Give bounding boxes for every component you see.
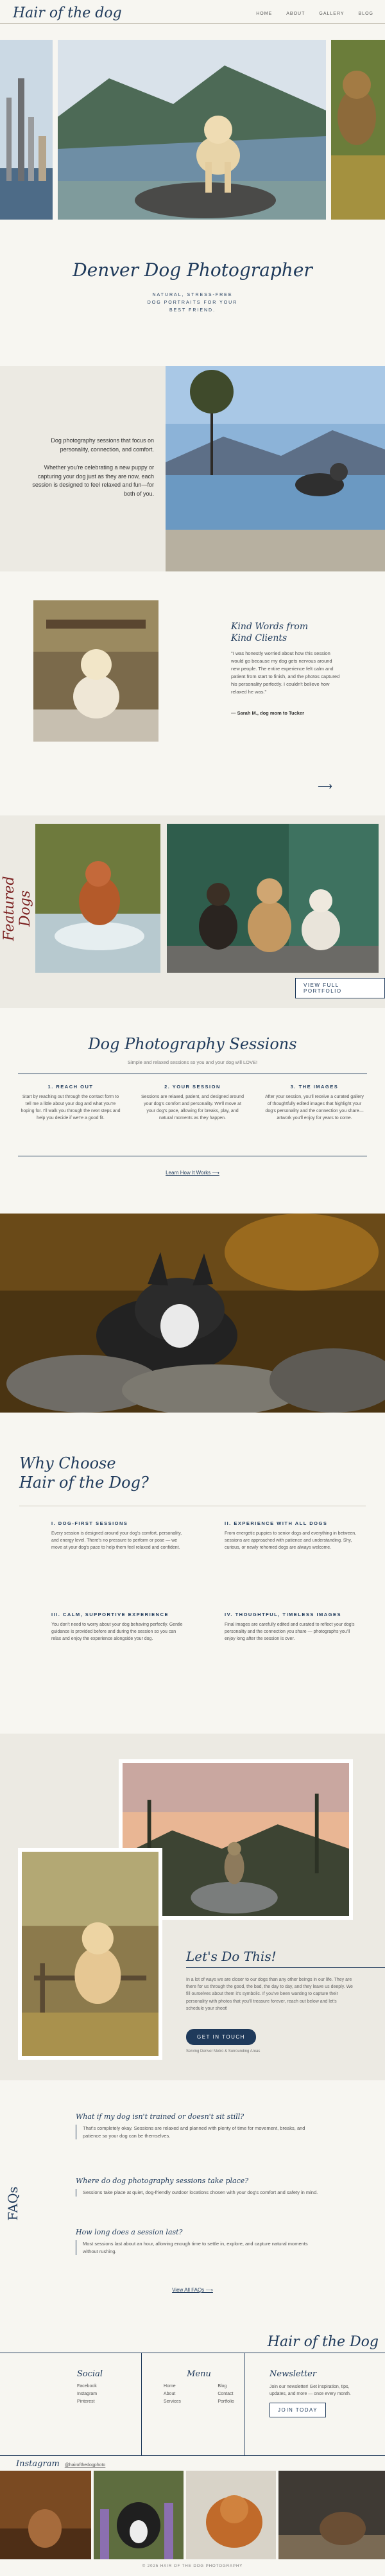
instagram-photo-3[interactable] — [186, 2471, 276, 2559]
hero-photo-main — [58, 40, 326, 220]
footer-menu-about[interactable]: About — [164, 2392, 176, 2396]
session-step-3 — [263, 1084, 366, 1122]
get-in-touch-button[interactable]: GET IN TOUCH — [186, 2029, 256, 2045]
footer-menu-contact[interactable]: Contact — [218, 2392, 234, 2396]
session-step-2-text: Sessions are relaxed, patient, and designed around your dog's comfort and personality. We'll move at your dog's pace, allowing for breaks, play, and natural moments as they happen. — [141, 1095, 244, 1120]
footer-menu — [164, 2369, 234, 2404]
logo[interactable]: Hair of the dog — [13, 5, 122, 21]
instagram-handle[interactable]: @hairofthedogphoto — [64, 2463, 106, 2467]
cta-title: Let's Do This! — [186, 1949, 277, 1964]
view-portfolio-button[interactable]: VIEW FULL PORTFOLIO — [295, 978, 385, 998]
faq-answer-1: That's completely okay. Sessions are relaxed and planned with plenty of time for movement, breaks, and patience so your dog can be themselves. — [76, 2125, 320, 2139]
why-title-1: Why Choose — [19, 1454, 116, 1472]
testimonial-photo — [33, 600, 158, 742]
faq-answer-2: Sessions take place at quiet, dog-friendly outdoor locations chosen with your dog's comfort and safety in mind. — [76, 2189, 320, 2197]
session-step-2-title: 2. YOUR SESSION — [164, 1084, 221, 1090]
instagram-photo-2[interactable] — [94, 2471, 184, 2559]
testimonial-author: — Sarah M., dog mom to Tucker — [231, 710, 305, 716]
nav-blog[interactable]: BLOG — [358, 12, 373, 16]
instagram-label: Instagram — [16, 2459, 60, 2469]
footer-menu-title: Menu — [187, 2369, 211, 2379]
instagram-header — [16, 2459, 105, 2469]
copyright: © 2025 HAIR OF THE DOG PHOTOGRAPHY — [142, 2564, 243, 2568]
footer-social — [77, 2369, 103, 2404]
join-today-button[interactable]: JOIN TODAY — [270, 2403, 326, 2417]
session-step-3-title: 3. THE IMAGES — [290, 1084, 339, 1090]
footer-menu-portfolio[interactable]: Portfolio — [218, 2399, 234, 2404]
session-step-2 — [141, 1084, 244, 1122]
footer-social-facebook[interactable]: Facebook — [77, 2384, 97, 2389]
footer-divider-1 — [141, 2353, 142, 2455]
featured-photo-1 — [35, 824, 160, 973]
why-item-2-title: II. EXPERIENCE WITH ALL DOGS — [225, 1520, 328, 1526]
site-header — [0, 0, 385, 26]
faq-answer-3: Most sessions last about an hour, allowing enough time to settle in, explore, and capture natural moments without rushing. — [76, 2240, 320, 2255]
instagram-photo-4[interactable] — [278, 2471, 385, 2559]
faq-question-2[interactable]: Where do dog photography sessions take place? — [76, 2177, 249, 2185]
why-item-4 — [225, 1612, 359, 1643]
why-item-1-text: Every session is designed around your dog's comfort, personality, and energy level. There's no pressure to perform or pose — we move at your dog's pace to help them feel relaxed and confident. — [51, 1531, 182, 1550]
why-item-4-text: Final images are carefully edited and curated to reflect your dog's personality and the connection you share — photographs you'll enjoy long after the session is over. — [225, 1623, 355, 1641]
why-item-4-title: IV. THOUGHTFUL, TIMELESS IMAGES — [225, 1612, 342, 1617]
why-title-2: Hair of the Dog? — [19, 1474, 149, 1492]
footer-newsletter — [270, 2369, 366, 2417]
featured-label: Featured Dogs — [1, 876, 33, 941]
footer-social-pinterest[interactable]: Pinterest — [77, 2399, 95, 2404]
faq-label: FAQs — [5, 2186, 21, 2221]
cta-photo-2 — [18, 1848, 162, 2060]
footer-newsletter-title: Newsletter — [270, 2369, 317, 2379]
hero-title: Denver Dog Photographer — [73, 259, 312, 281]
footer-logo[interactable]: Hair of the Dog — [267, 2334, 379, 2350]
session-step-1 — [19, 1084, 122, 1122]
sessions-title: Dog Photography Sessions — [88, 1035, 297, 1053]
faq-item-3 — [76, 2228, 320, 2255]
intro-text-2: Whether you're celebrating a new puppy or capturing your dog just as they are now, each session is designed to feel relaxed and fun—for both of you. — [32, 464, 154, 497]
instagram-photo-1[interactable] — [0, 2471, 91, 2559]
session-step-1-text: Start by reaching out through the contact form to tell me a little about your dog and what you're hoping for. I'll walk you through the next steps and help you decide if we're a good fit. — [21, 1095, 121, 1120]
main-nav — [256, 12, 373, 16]
sessions-subtitle: Simple and relaxed sessions so you and your dog will LOVE! — [127, 1059, 258, 1065]
footer-menu-home[interactable]: Home — [164, 2384, 176, 2389]
why-item-1-title: I. DOG-FIRST SESSIONS — [51, 1520, 128, 1526]
why-item-1 — [51, 1520, 186, 1552]
cta-rule — [186, 1967, 385, 1968]
footer-social-title: Social — [77, 2369, 103, 2379]
intro-photo — [166, 366, 385, 571]
cta-small-text: Serving Denver Metro & Surrounding Areas — [186, 2049, 261, 2053]
testimonial-quote: "I was honestly worried about how this session would go because my dog gets nervous around new people. The entire experience felt calm and patient from start to finish, and the photos captured his personality perfectly. I couldn't believe how relaxed he was." — [231, 650, 340, 695]
hero-photo-left — [0, 40, 53, 220]
faq-item-1 — [76, 2112, 320, 2139]
nav-about[interactable]: ABOUT — [286, 12, 305, 16]
why-item-3 — [51, 1612, 186, 1643]
intro-text-1: Dog photography sessions that focus on personality, connection, and comfort. — [51, 437, 154, 453]
session-step-3-text: After your session, you'll receive a curated gallery of thoughtfully edited images that highlight your dog's personality and the connection you share—artwork you'll enjoy for years to come. — [265, 1095, 364, 1120]
faq-item-2 — [76, 2177, 320, 2197]
session-step-1-title: 1. REACH OUT — [47, 1084, 94, 1090]
learn-how-link[interactable]: Learn How It Works ⟶ — [166, 1170, 219, 1176]
view-all-faqs-link[interactable]: View All FAQs ⟶ — [172, 2287, 213, 2293]
faq-question-1[interactable]: What if my dog isn't trained or doesn't sit still? — [76, 2112, 244, 2121]
testimonial-next-arrow[interactable]: ⟶ — [318, 781, 332, 792]
cta-text: In a lot of ways we are closer to our dogs than any other beings in our life. They are there for us through the good, the bad, the day to day, and they leave us deeply. We fill ourselves about them it's symbolic. If you've been wanting to capture their personality with photos that you'll treasure forever, reach out below and let's schedule your shoot! — [186, 1978, 353, 2011]
why-item-3-text: You don't need to worry about your dog behaving perfectly. Gentle guidance is provided before and during the session so you can relax and enjoy the experience alongside your dog. — [51, 1623, 183, 1641]
nav-home[interactable]: HOME — [256, 12, 273, 16]
footer-social-instagram[interactable]: Instagram — [77, 2392, 98, 2396]
why-item-2 — [225, 1520, 359, 1552]
footer-menu-blog[interactable]: Blog — [218, 2384, 227, 2389]
faq-question-3[interactable]: How long does a session last? — [76, 2228, 183, 2236]
hero-subtitle: NATURAL, STRESS-FREE DOG PORTRAITS FOR YOUR BEST FRIEND. — [147, 293, 238, 313]
footer-rule-2 — [0, 2455, 385, 2456]
why-item-2-text: From energetic puppies to senior dogs and everything in between, sessions are approached with patience and understanding. Shy, curious, or newly rehomed dogs are always welcome. — [225, 1531, 357, 1550]
why-item-3-title: III. CALM, SUPPORTIVE EXPERIENCE — [51, 1612, 169, 1617]
nav-gallery[interactable]: GALLERY — [319, 12, 345, 16]
hero-photo-right — [331, 40, 385, 220]
husky-banner — [0, 1214, 385, 1413]
footer-menu-services[interactable]: Services — [164, 2399, 181, 2404]
footer-newsletter-text: Join our newsletter! Get inspiration, tips, updates, and more — once every month. — [270, 2385, 351, 2396]
testimonial-heading: Kind Words from Kind Clients — [231, 622, 309, 643]
featured-photo-2 — [167, 824, 379, 973]
